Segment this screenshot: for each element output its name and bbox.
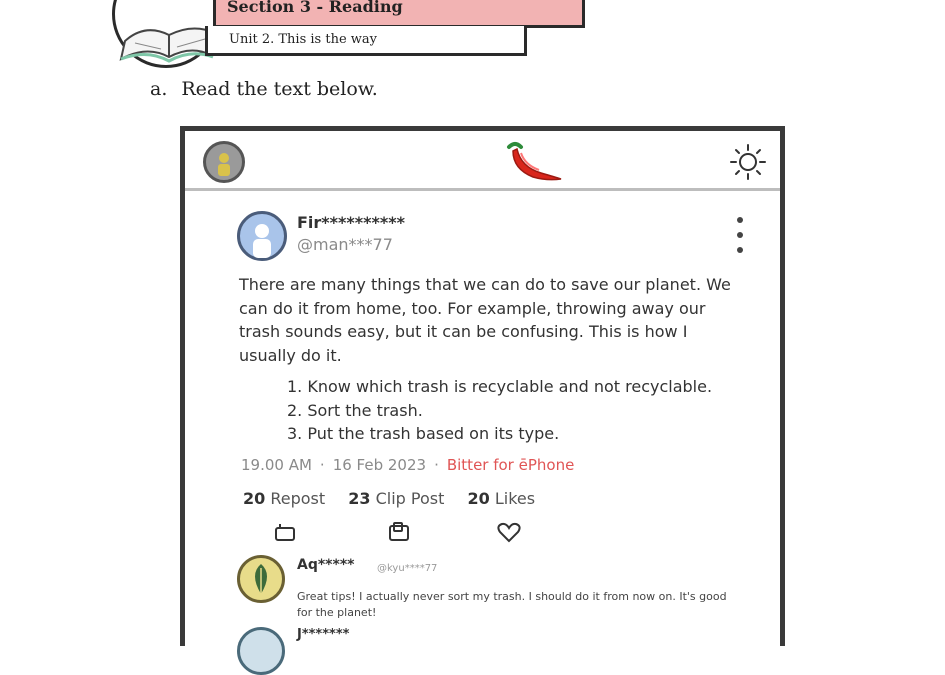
list-item: 2. Sort the trash.: [287, 400, 423, 420]
instruction-letter: a.: [150, 78, 168, 100]
chili-logo-icon: [501, 137, 567, 183]
profile-icon[interactable]: [203, 141, 245, 183]
instruction: [150, 78, 378, 100]
list-item: 3. Put the trash based on its type.: [287, 424, 560, 443]
section-title: Section 3 - Reading: [227, 0, 403, 16]
reply-author-handle[interactable]: @kyu****77: [377, 563, 438, 574]
repost-count: 20: [243, 489, 266, 508]
reply-avatar[interactable]: [237, 555, 285, 603]
more-icon[interactable]: [733, 217, 747, 257]
post-stats: [243, 489, 535, 508]
repost-icon[interactable]: [273, 521, 297, 543]
clip-count: 23: [348, 489, 371, 508]
clip-label[interactable]: Clip Post: [375, 489, 445, 508]
list-item: 1. Know which trash is recyclable and not recyclable.: [287, 377, 713, 396]
reply-author-name[interactable]: J*******: [297, 627, 350, 642]
post-meta: 19.00 AM · 16 Feb 2023 · Bitter for ēPhone: [241, 456, 575, 474]
instruction-text: Read the text below.: [181, 78, 378, 100]
author-handle[interactable]: @man***77: [297, 235, 393, 254]
post-client-link[interactable]: Bitter for ēPhone: [446, 456, 575, 474]
repost-label[interactable]: Repost: [270, 489, 326, 508]
unit-title: Unit 2. This is the way: [229, 32, 377, 47]
leaf-icon: [240, 558, 282, 600]
reply-author-name[interactable]: Aq*****: [297, 557, 355, 573]
reply-avatar[interactable]: [237, 627, 285, 675]
book-icon: [112, 0, 220, 68]
post-steps: [287, 375, 747, 446]
post-date: 16 Feb 2023: [332, 456, 427, 474]
post-time: 19.00 AM: [241, 456, 312, 474]
app-top-bar: [185, 131, 780, 191]
heart-icon[interactable]: [497, 521, 521, 543]
author-name[interactable]: Fir**********: [297, 213, 405, 232]
sun-icon[interactable]: [729, 143, 767, 181]
clip-icon[interactable]: [387, 521, 411, 543]
likes-label[interactable]: Likes: [494, 489, 536, 508]
likes-count: 20: [467, 489, 490, 508]
reply-text: Great tips! I actually never sort my trash. I should do it from now on. It's good for the planet!: [297, 590, 727, 619]
author-avatar[interactable]: [237, 211, 287, 261]
phone-frame: [180, 126, 785, 646]
post-body: There are many things that we can do to save our planet. We can do it from home, too. For example, throwing away our trash sounds easy, but it can be confusing. This is how I usually do it.: [239, 275, 731, 365]
